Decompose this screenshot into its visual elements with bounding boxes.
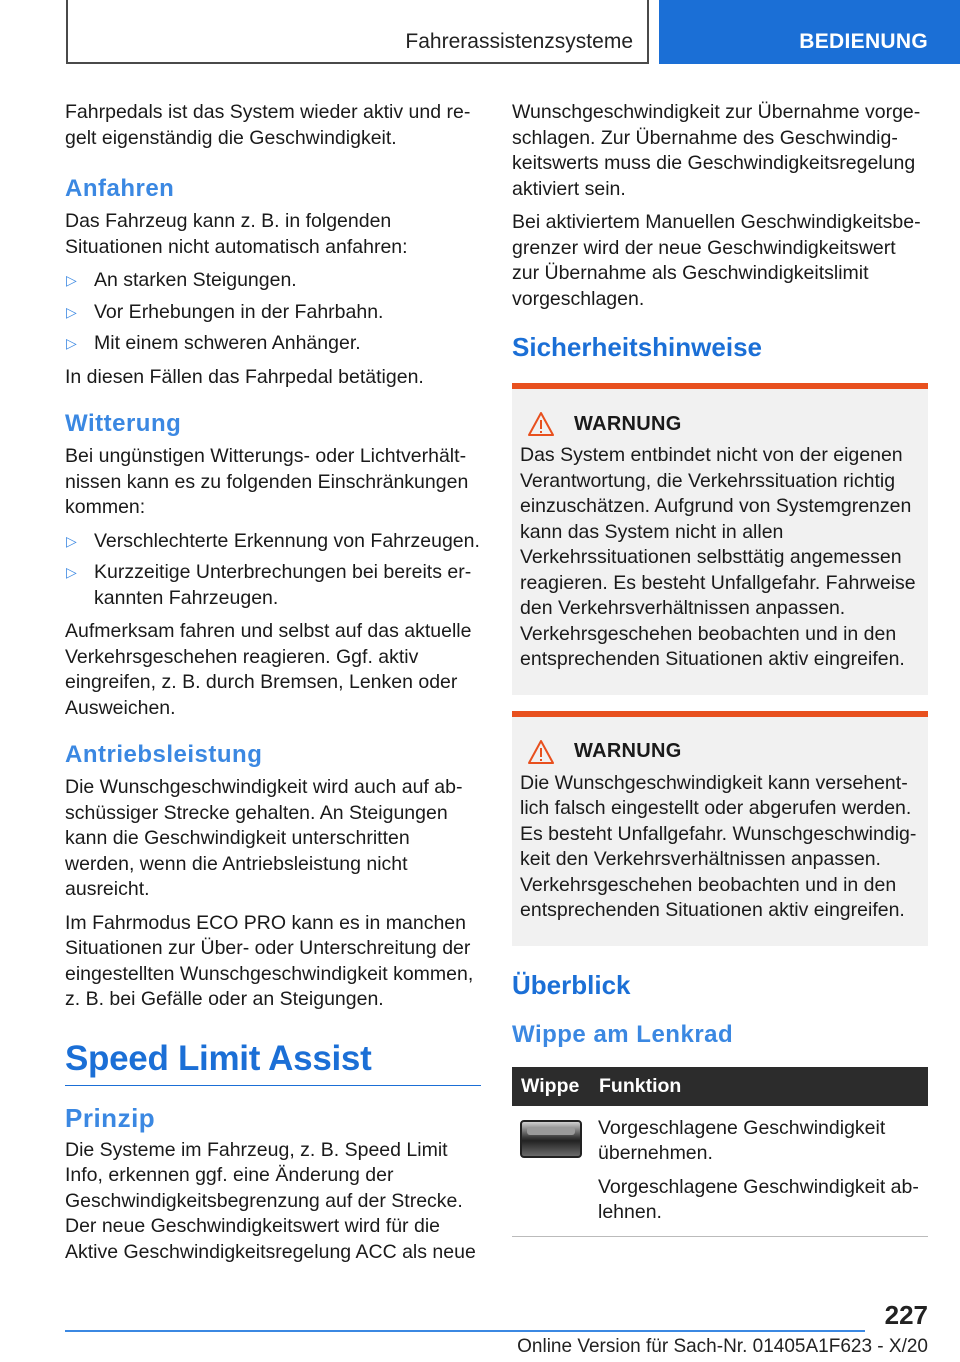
chapter-title: BEDIENUNG (799, 30, 928, 53)
prinzip-text: Die Systeme im Fahrzeug, z. B. Speed Limit Info, erkennen ggf. eine Änderung der Geschwindigkeitsbegrenzung auf der Strecke. Der neue Geschwindigkeitswert wird für die Aktive Geschwindigkeitsregelung ACC als neue (65, 1138, 476, 1263)
column-header-wippe: Wippe (512, 1067, 590, 1106)
warning-box (512, 383, 928, 695)
bullet-triangle-icon: ▷ (66, 303, 77, 320)
list-item: ▷ Kurzzeitige Unterbrechungen bei bereits erkannten Fahrzeugen. (66, 561, 472, 609)
antrieb-paragraph-2: Im Fahrmodus ECO PRO kann es in manchen Situationen zur Über- oder Unterschreitung der eingestellten Wunschgeschwindigkeit kommen, z. B. bei Gefälle oder an Steigungen. (65, 911, 474, 1010)
bullet-triangle-icon: ▷ (66, 532, 77, 549)
chapter-tab (659, 0, 960, 64)
warning-triangle-icon (528, 411, 554, 437)
list-item: ▷ Mit einem schweren Anhänger. (65, 331, 481, 357)
list-item: ▷ An starken Steigungen. (65, 268, 481, 294)
list-item: ▷ Vor Erhebungen in der Fahrbahn. (65, 300, 481, 326)
warning-header (528, 739, 920, 765)
bullet-triangle-icon: ▷ (66, 335, 77, 351)
intro-paragraph: Fahrpedals ist das System wieder aktiv und regelt eigenständig die Geschwindigkeit. (65, 101, 471, 149)
page-header (0, 0, 960, 64)
heading-sicherheitshinweise: Sicherheitshinweise (512, 332, 762, 362)
witterung-text: Bei ungünstigen Witterungs- oder Lichtverhältnissen kann es zu folgenden Einschränkungen kommen: (65, 445, 469, 518)
warning-box (512, 711, 928, 946)
bullet-triangle-icon: ▷ (66, 272, 77, 288)
table-cell-function (590, 1106, 928, 1237)
table-row (512, 1106, 928, 1237)
witterung-after: Aufmerksam fahren und selbst auf das aktuelle Verkehrsgeschehen reagieren. Ggf. aktiv eingreifen, z. B. durch Bremsen, Lenken oder Ausweichen. (65, 620, 472, 719)
table-header-row (512, 1067, 928, 1106)
heading-wippe-am-lenkrad: Wippe am Lenkrad (512, 1020, 734, 1048)
list-item: ▷ Verschlechterte Erkennung von Fahrzeugen. (65, 529, 481, 555)
warning-text: Die Wunschgeschwindigkeit kann versehentlich falsch eingestellt oder abgerufen werden. Es besteht Unfallgefahr. Wunschgeschwindigkeit den Verkehrsverhältnissen anpassen. Verkehrsgeschehen beobachten und in den entsprechenden Situationen aktiv eingreifen. (520, 771, 917, 921)
anfahren-text: Das Fahrzeug kann z. B. in folgenden Situationen nicht automatisch anfahren: (65, 210, 408, 258)
warning-triangle-icon (528, 739, 554, 765)
right-column (512, 100, 928, 1237)
left-column (65, 100, 481, 1273)
heading-prinzip: Prinzip (65, 1102, 156, 1133)
function-reject: Vorgeschlagene Geschwindigkeit ablehnen. (598, 1175, 919, 1223)
footer-rule (65, 1330, 865, 1332)
section-tab (66, 0, 649, 64)
witterung-list (65, 529, 481, 612)
heading-anfahren: Anfahren (65, 175, 175, 202)
heading-ueberblick: Überblick (512, 969, 631, 1000)
right-paragraph-2: Bei aktiviertem Manuellen Geschwindigkeitsbegrenzer wird der neue Geschwindigkeitswert zur Übernahme als Geschwindigkeitslimit vorgeschlagen. (512, 211, 921, 310)
heading-antriebsleistung: Antriebsleistung (65, 741, 263, 768)
warning-header (528, 411, 920, 437)
heading-witterung: Witterung (65, 410, 182, 437)
chapter-heading-speed-limit-assist: Speed Limit Assist (65, 1039, 481, 1086)
page-number: 227 (884, 1300, 928, 1330)
table-cell-icon (512, 1106, 590, 1237)
warning-title: WARNUNG (574, 740, 682, 762)
right-paragraph-1: Wunschgeschwindigkeit zur Übernahme vorgeschlagen. Zur Übernahme des Geschwindigkeitswerts muss die Geschwindigkeitsregelung aktiviert sein. (512, 101, 921, 200)
footer-info: Online Version für Sach-Nr. 01405A1F623 - X/20 (517, 1336, 928, 1357)
controls-table (512, 1067, 928, 1237)
column-header-funktion: Funktion (590, 1067, 928, 1106)
anfahren-list (65, 268, 481, 357)
warning-title: WARNUNG (574, 412, 682, 435)
warning-text: Das System entbindet nicht von der eigenen Verantwortung, die Verkehrssituation richtig einzuschätzen. Aufgrund von Systemgrenzen kann das System nicht in allen Verkehrssituationen selbsttätig angemessen reagieren. Es besteht Unfallgefahr. Fahrweise den Verkehrsverhältnissen anpassen. Verkehrsgeschehen beobachten und in den entsprechenden Situationen aktiv eingreifen. (520, 444, 916, 670)
section-title: Fahrerassistenzsysteme (405, 30, 633, 53)
bullet-triangle-icon: ▷ (66, 564, 77, 580)
antrieb-paragraph-1: Die Wunschgeschwindigkeit wird auch auf abschüssiger Strecke gehalten. An Steigungen kann die Geschwindigkeit unterschritten werden, wenn die Antriebsleistung nicht ausreicht. (65, 776, 463, 900)
anfahren-after: In diesen Fällen das Fahrpedal betätigen. (65, 365, 424, 388)
function-accept: Vorgeschlagene Geschwindigkeit übernehmen. (598, 1116, 886, 1164)
steering-wheel-rocker-icon (520, 1120, 582, 1158)
